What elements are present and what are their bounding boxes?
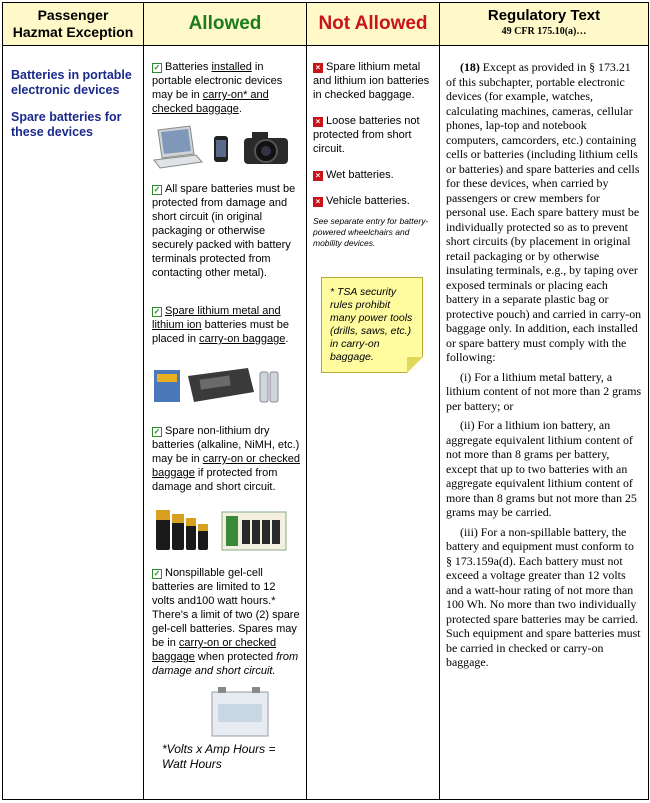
lithium-batteries-illustration	[152, 364, 297, 408]
header-allowed	[144, 3, 307, 46]
not-allowed-item-wet	[313, 168, 433, 182]
regulatory-paragraph-i: (i) For a lithium metal battery, a lithium content of not more than 2 grams per battery; or	[446, 369, 642, 413]
alkaline-battery-icon	[156, 510, 208, 550]
watt-hours-footnote: *Volts x Amp Hours = Watt Hours	[162, 742, 276, 771]
battery-pack-icon	[222, 512, 286, 550]
allowed-item-lithium	[152, 304, 300, 346]
x-icon: ×	[313, 63, 323, 73]
allowed-text: Nonspillable gel-cell batteries are limited to 12 volts and100 watt hours.* There's a limit of two (2) spare gel-cell batteries. Spares may be in	[152, 567, 300, 649]
hazmat-table	[2, 2, 649, 800]
allowed-text-underlined: installed	[211, 61, 252, 73]
allowed-text-underlined: carry-on or checked baggage	[152, 637, 277, 663]
checkbox-icon: ✓	[153, 185, 161, 194]
not-allowed-column	[307, 46, 440, 800]
checkbox-icon: ✓	[153, 427, 161, 436]
regulatory-paragraph-18	[446, 60, 642, 365]
tsa-sticky-text: * TSA security rules prohibit many power tools (drills, saws, etc.) in carry-on baggage.	[330, 286, 413, 363]
allowed-text: Spare non-lithium dry batteries (alkaline, NiMH, etc.) may be in	[152, 425, 300, 465]
allowed-text: .	[285, 333, 289, 345]
allowed-text-underlined: carry-on* and checked baggage	[152, 89, 269, 115]
not-allowed-item-lithium-checked	[313, 60, 433, 102]
x-icon: ×	[313, 117, 323, 127]
header-exception-line2: Hazmat Exception	[12, 24, 134, 40]
allowed-item-dry	[152, 424, 300, 494]
phone-icon	[214, 136, 228, 162]
devices-image	[152, 122, 300, 172]
allowed-text-underlined: carry-on or checked baggage	[152, 453, 300, 479]
allowed-item-gelcell	[152, 566, 300, 678]
header-row	[3, 3, 649, 46]
header-allowed-label: Allowed	[188, 13, 262, 34]
header-regulatory-label: Regulatory Text	[487, 7, 601, 24]
allowed-text-italic: from damage and short circuit.	[152, 651, 299, 677]
allowed-text-underlined: carry-on baggage	[199, 333, 286, 345]
allowed-item-installed	[152, 60, 300, 116]
x-icon: ×	[313, 197, 323, 207]
not-allowed-item-vehicle	[313, 194, 433, 208]
not-allowed-text: Vehicle batteries.	[326, 195, 410, 207]
content-row	[3, 46, 649, 800]
tsa-sticky-note	[321, 277, 423, 373]
laptop-battery-icon	[188, 368, 254, 402]
not-allowed-text: Loose batteries not protected from short circuit.	[313, 115, 420, 155]
gelcell-image	[152, 684, 300, 738]
cell-battery-icon	[260, 372, 278, 402]
paragraph-number: (18)	[460, 60, 480, 74]
laptop-icon	[154, 126, 202, 168]
allowed-text: if protected from damage and short circuit.	[152, 467, 278, 493]
x-icon: ×	[313, 171, 323, 181]
dry-batteries-illustration	[152, 504, 297, 556]
checkbox-icon: ✓	[153, 307, 161, 316]
sticky-fold	[407, 357, 423, 373]
regulatory-column	[440, 46, 649, 800]
exception-item-devices: Batteries in portable electronic devices	[11, 68, 132, 97]
allowed-item-protected	[152, 182, 300, 280]
battery-pack-icon	[154, 370, 180, 402]
allowed-text: All spare batteries must be protected from damage and short circuit (in original packaging or otherwise securely packed with battery terminals protected from contacting other metal).	[152, 183, 296, 279]
header-regulatory-ref: 49 CFR 175.10(a)…	[501, 26, 587, 37]
wheelchair-note: See separate entry for battery-powered wheelchairs and mobility devices.	[313, 216, 429, 248]
lithium-batteries-image	[152, 364, 300, 414]
regulatory-paragraph-ii: (ii) For a lithium ion battery, an aggregate equivalent lithium content of not more than 8 grams per battery, except that up to two batteries with an aggregate equivalent lithium content of more than 8 grams but not more than 25 grams may be carried.	[446, 418, 637, 519]
header-not-allowed	[307, 3, 440, 46]
gelcell-battery-icon	[212, 687, 268, 736]
header-regulatory	[440, 3, 649, 46]
allowed-column	[144, 46, 307, 800]
checkbox-icon: ✓	[153, 63, 161, 72]
header-exception	[3, 3, 144, 46]
checkbox-icon: ✓	[153, 569, 161, 578]
allowed-text: batteries must be placed in	[152, 319, 289, 345]
regulatory-text: Except as provided in § 173.21 of this subchapter, portable electronic devices (for example, watches, calculating machines, cameras, cellular phones, lap-top and notebook computers, camcorders, etc.) containing cells or batteries (including lithium cells or batteries) and spare batteries and cells for these devices, when carried by passengers or crew members for personal use. Each spare battery must be individually protected so as to prevent short circuits (by placement in original retail packaging or by otherwise insulating terminals, e.g., by taping over exposed terminals or placing each battery in a separate plastic bag or protective pouch) and carried in carry-on baggage only. In addition, each installed or spare battery must comply with the following:	[446, 60, 642, 364]
not-allowed-text: Wet batteries.	[326, 169, 394, 181]
exception-column	[3, 46, 144, 800]
allowed-text: when protected	[194, 651, 277, 663]
header-not-allowed-label: Not Allowed	[318, 13, 428, 34]
exception-item-spares: Spare batteries for these devices	[11, 110, 122, 139]
camera-icon	[244, 132, 288, 164]
allowed-text: in portable electronic devices may be in	[152, 61, 283, 101]
allowed-text: .	[238, 103, 242, 115]
allowed-text: Batteries	[165, 61, 212, 73]
dry-batteries-image	[152, 504, 300, 556]
not-allowed-text: Spare lithium metal and lithium ion batteries in checked baggage.	[313, 61, 430, 101]
regulatory-paragraph-iii: (iii) For a non-spillable battery, the battery and equipment must conform to § 173.159a(d). Each battery must not exceed a voltage greater than 12 volts and a watt-hour rating of not more than 100 Wh. No more than two individually protected spare batteries may be carried. Such equipment and spare batteries must be carried in checked or carry-on baggage.	[446, 524, 641, 669]
gelcell-illustration	[152, 684, 297, 738]
not-allowed-item-loose	[313, 114, 433, 156]
devices-illustration	[152, 122, 297, 172]
header-exception-line1: Passenger	[37, 7, 109, 23]
allowed-text-underlined: Spare lithium metal and lithium ion	[152, 305, 281, 331]
